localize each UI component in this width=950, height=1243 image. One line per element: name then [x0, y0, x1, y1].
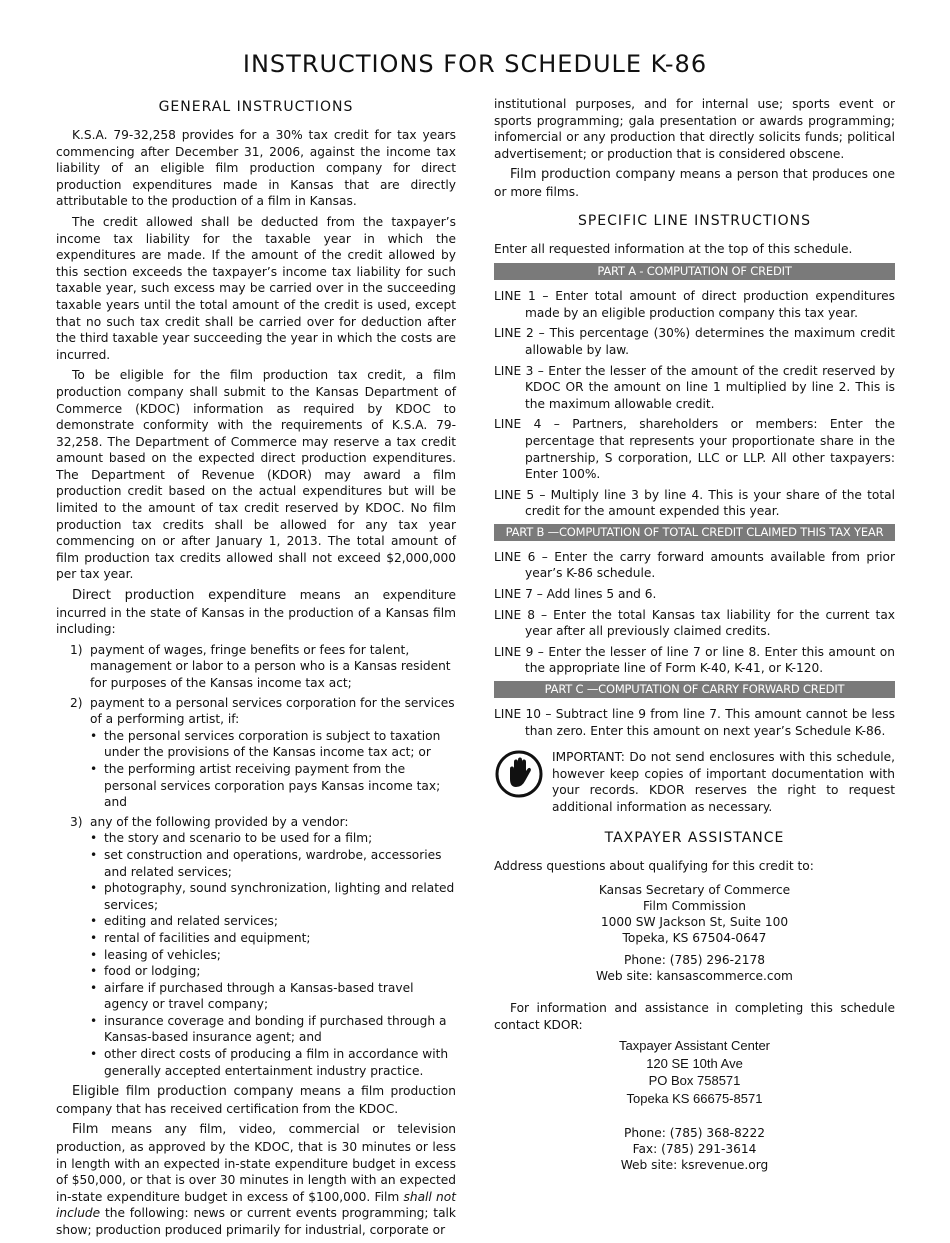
emphasis-text: shall not include	[56, 1189, 456, 1221]
address-line: Film Commission	[642, 899, 746, 914]
kdor-contact	[494, 1125, 895, 1173]
definition-term: Direct production expenditure	[72, 588, 287, 604]
bullet-item: • the personal services corporation is subject to taxation under the provisions of the Kansas income tax act; or	[90, 728, 456, 761]
important-text: IMPORTANT: Do not send enclosures with this schedule, however keep copies of important documentation with your records. KDOR reserves the right to request additional information as necessary.	[552, 750, 895, 814]
list-item-text: payment to a personal services corporation for the services of a performing artist, if:	[90, 695, 455, 727]
line-10-instruction: LINE 10 – Subtract line 9 from line 7. This amount cannot be less than zero. Enter this amount on next year’s Schedule K-86.	[494, 707, 895, 738]
line-6-instruction: LINE 6 – Enter the carry forward amounts available from prior year’s K-86 schedule.	[494, 549, 895, 581]
general-paragraph-1: K.S.A. 79-32,258 provides for a 30% tax credit for tax years commencing after December 31, 2006, against the income tax liability of an eligible film production company for direct production expenditures made in Kansas that are directly attributable to the production of a film in Kansas.	[56, 128, 456, 209]
commerce-website[interactable]: Web site: kansascommerce.com	[596, 969, 793, 984]
important-notice	[494, 749, 895, 815]
general-instructions-heading: GENERAL INSTRUCTIONS	[158, 99, 354, 115]
bullet-item: • insurance coverage and bonding if purchased through a Kansas-based insurance agent; and	[90, 1013, 456, 1046]
bullet-list	[90, 830, 456, 1079]
stop-hand-icon	[494, 749, 544, 799]
bullet-item: • the performing artist receiving payment from the personal services corporation pays Kansas income tax; and	[90, 761, 456, 811]
expenditure-list	[56, 642, 456, 1079]
list-item-text: any of the following provided by a vendor:	[90, 814, 349, 829]
address-line: Kansas Secretary of Commerce	[598, 883, 791, 898]
eligible-company-definition	[56, 1083, 456, 1117]
kdor-intro: For information and assistance in completing this schedule contact KDOR:	[494, 1001, 895, 1032]
part-c-header: PART C —COMPUTATION OF CARRY FORWARD CREDIT	[494, 681, 895, 698]
film-definition-continued: institutional purposes, and for internal use; sports event or sports programming; gala presentation or awards programming; infomercial or any production that directly solicits funds; political advertisement; or production that is considered obscene.	[494, 97, 895, 161]
page-title: INSTRUCTIONS FOR SCHEDULE K-86	[242, 50, 708, 78]
list-item-number: 2)	[70, 695, 83, 710]
list-item-text: payment of wages, fringe benefits or fees for talent, management or labor to a person who is a Kansas resident for purposes of the Kansas income tax act;	[90, 642, 451, 690]
line-2-instruction: LINE 2 – This percentage (30%) determines the maximum credit allowable by law.	[494, 326, 895, 357]
definition-text: means any film, video, commercial or television production, as approved by the KDOC, that is 30 minutes or less in length with an expected in-state expenditure budget in excess of $50,000, or that is over 30 minutes in length with an expected in-state expenditure budget in excess of $100,000. Film	[56, 1122, 456, 1204]
part-b-header: PART B —COMPUTATION OF TOTAL CREDIT CLAIMED THIS TAX YEAR	[494, 524, 895, 541]
definition-text: means a film production company that has received certification from the KDOC.	[56, 1084, 456, 1116]
line-1-instruction: LINE 1 – Enter total amount of direct production expenditures made by an eligible production company this tax year.	[494, 289, 895, 320]
kdor-address	[494, 1037, 895, 1107]
line-9-instruction: LINE 9 – Enter the lesser of line 7 or line 8. Enter this amount on the appropriate line of Form K-40, K-41, or K-120.	[494, 644, 895, 676]
bullet-item: • rental of facilities and equipment;	[90, 930, 456, 947]
definition-text: means an expenditure incurred in the state of Kansas in the production of a Kansas film including:	[56, 588, 456, 637]
bullet-item: • food or lodging;	[90, 963, 456, 980]
line-5-instruction: LINE 5 – Multiply line 3 by line 4. This is your share of the total credit for the amount expended this year.	[494, 487, 895, 519]
bullet-item: • set construction and operations, wardrobe, accessories and related services;	[90, 847, 456, 880]
specific-line-instructions-heading: SPECIFIC LINE INSTRUCTIONS	[577, 212, 812, 229]
bullet-item: • the story and scenario to be used for a film;	[90, 830, 456, 847]
list-item-number: 3)	[70, 814, 83, 829]
kdor-phone: Phone: (785) 368-8222	[623, 1126, 766, 1141]
kdor-fax: Fax: (785) 291-3614	[632, 1142, 757, 1157]
part-a-header: PART A - COMPUTATION OF CREDIT	[494, 263, 895, 280]
bullet-item: • leasing of vehicles;	[90, 947, 456, 964]
direct-production-expenditure-definition	[56, 587, 456, 638]
definition-text: means a person that produces one or more films.	[494, 167, 895, 199]
line-7-instruction: LINE 7 – Add lines 5 and 6.	[494, 587, 657, 602]
definition-term: Film production company	[510, 167, 676, 183]
commerce-contact	[494, 952, 895, 984]
general-paragraph-3: To be eligible for the film production tax credit, a film production company shall submit to the Kansas Department of Commerce (KDOC) information as required by KDOC to demonstrate conformity with the requirements of K.S.A. 79-32,258. The Department of Commerce may reserve a tax credit amount based on the expected direct production expenditures. The Department of Revenue (KDOR) may award a film production credit based on the actual expenditures but will be limited to the amount of tax credit reserved by KDOC. No film production tax credits shall be allowed for any tax year commencing on or after January 1, 2013. The total amount of film production tax credits allowed shall not exceed $2,000,000 per tax year.	[56, 368, 456, 582]
address-line: Taxpayer Assistant Center	[618, 1038, 771, 1054]
general-paragraph-2: The credit allowed shall be deducted from the taxpayer’s income tax liability for the taxable year in which the expenditures are made. If the amount of the credit allowed by this section exceeds the taxpayer’s income tax liability for such taxable year, such excess may be carried over in the succeeding taxable years until the total amount of the credit is used, except that no such tax credit shall be carried over for deduction after the third taxable year succeeding the year in which the costs are incurred.	[56, 214, 456, 362]
assistance-intro: Address questions about qualifying for this credit to:	[494, 858, 814, 873]
line-4-instruction: LINE 4 – Partners, shareholders or members: Enter the percentage that represents your proportionate share in the partnership, S corporation, LLC or LLP. All other taxpayers: Enter 100%.	[494, 417, 895, 482]
definition-term: Eligible film production company	[72, 1084, 294, 1100]
address-line: Topeka KS 66675-8571	[626, 1090, 763, 1106]
taxpayer-assistance-heading: TAXPAYER ASSISTANCE	[604, 829, 785, 846]
bullet-item: • photography, sound synchronization, lighting and related services;	[90, 880, 456, 913]
definition-text: the following: news or current events programming; talk show; production produced primarily for industrial, corporate or	[56, 1206, 456, 1237]
address-line: Topeka, KS 67504-0647	[622, 931, 767, 946]
film-definition	[56, 1121, 456, 1238]
address-line: 1000 SW Jackson St, Suite 100	[600, 915, 789, 930]
film-production-company-definition	[494, 166, 895, 200]
list-item-number: 1)	[70, 642, 83, 657]
kdor-website[interactable]: Web site: ksrevenue.org	[620, 1158, 769, 1173]
line-8-instruction: LINE 8 – Enter the total Kansas tax liability for the current tax year after all previously claimed credits.	[494, 607, 895, 639]
list-item	[56, 695, 456, 811]
definition-term: Film	[72, 1122, 99, 1138]
bullet-item: • editing and related services;	[90, 913, 456, 930]
address-line: PO Box 758571	[648, 1073, 741, 1089]
bullet-item: • other direct costs of producing a film in accordance with generally accepted entertainment industry practice.	[90, 1046, 456, 1079]
address-line: 120 SE 10th Ave	[646, 1055, 743, 1071]
line-3-instruction: LINE 3 – Enter the lesser of the amount of the credit reserved by KDOC OR the amount on line 1 multiplied by line 2. This is the maximum allowable credit.	[494, 363, 895, 411]
left-column	[56, 97, 456, 1243]
bullet-list	[90, 728, 456, 811]
commerce-phone: Phone: (785) 296-2178	[623, 953, 766, 968]
right-column	[494, 97, 895, 1179]
commerce-address	[494, 882, 895, 946]
list-item	[56, 642, 456, 692]
specific-intro: Enter all requested information at the top of this schedule.	[494, 241, 853, 256]
list-item	[56, 814, 456, 1080]
bullet-item: • airfare if purchased through a Kansas-based travel agency or travel company;	[90, 980, 456, 1013]
